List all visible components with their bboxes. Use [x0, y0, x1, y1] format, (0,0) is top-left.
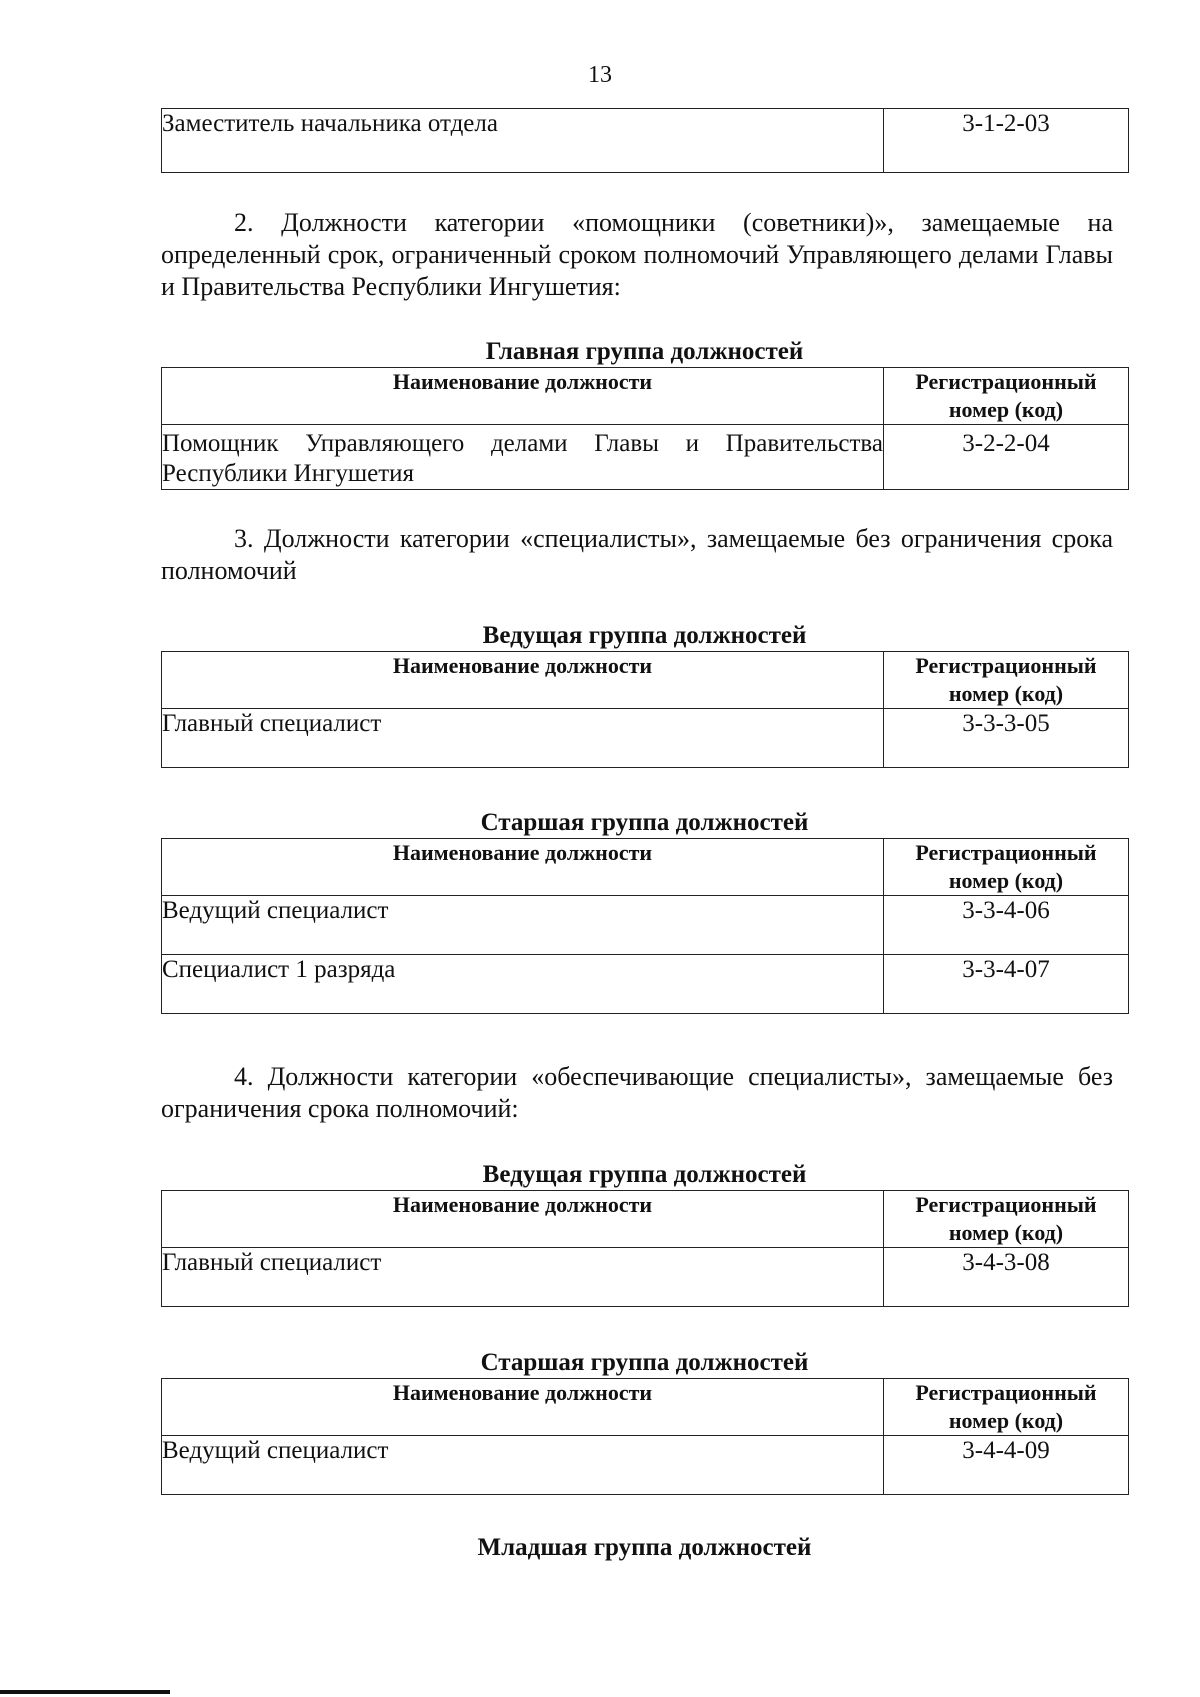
position-name: Главный специалист — [162, 1248, 884, 1307]
table-header-row — [162, 652, 1129, 709]
table-row — [162, 1436, 1129, 1495]
section-3-leading-table-block — [161, 651, 1128, 768]
position-name: Главный специалист — [162, 709, 884, 768]
position-code: 3-2-2-04 — [884, 425, 1129, 490]
table-header-row — [162, 1379, 1129, 1436]
group-title-junior: Младшая группа должностей — [477, 1534, 812, 1561]
column-header-name: Наименование должности — [162, 1191, 884, 1248]
section-4-paragraph: 4. Должности категории «обеспечивающие специалисты», замещаемые без ограничения срока полномочий: — [161, 1062, 1113, 1123]
table-header-row — [162, 368, 1129, 425]
section-2-table-block — [161, 367, 1128, 490]
section-3-senior-table — [161, 838, 1129, 1014]
position-code: 3-4-3-08 — [884, 1248, 1129, 1307]
table-header-row — [162, 839, 1129, 896]
column-header-name: Наименование должности — [162, 1379, 884, 1436]
group-title-senior: Старшая группа должностей — [480, 809, 809, 836]
group-title-leading: Ведущая группа должностей — [482, 622, 807, 649]
position-name: Помощник Управляющего делами Главы и Правительства Республики Ингушетия — [162, 425, 884, 490]
column-header-name: Наименование должности — [162, 368, 884, 425]
column-header-name: Наименование должности — [162, 839, 884, 896]
table-row — [162, 109, 1129, 173]
section-4-leading-table-block — [161, 1190, 1128, 1307]
table-row — [162, 709, 1129, 768]
table-row — [162, 896, 1129, 955]
section-4-senior-table-block — [161, 1378, 1128, 1495]
column-header-code: Регистрационный номер (код) — [884, 1379, 1129, 1436]
section-4-leading-table — [161, 1190, 1129, 1307]
column-header-code: Регистрационный номер (код) — [884, 368, 1129, 425]
page-edge-mark — [0, 1690, 170, 1694]
table-row — [162, 1248, 1129, 1307]
position-name: Заместитель начальника отдела — [162, 109, 884, 173]
position-name: Ведущий специалист — [162, 1436, 884, 1495]
column-header-code: Регистрационный номер (код) — [884, 839, 1129, 896]
section-2-paragraph: 2. Должности категории «помощники (советники)», замещаемые на определенный срок, ограниченный сроком полномочий Управляющего делами Главы и Правительства Республики Ингушетия: — [161, 208, 1113, 301]
column-header-code: Регистрационный номер (код) — [884, 652, 1129, 709]
section-3-paragraph: 3. Должности категории «специалисты», замещаемые без ограничения срока полномочий — [161, 524, 1113, 585]
page-number: 13 — [588, 62, 612, 88]
section-4-senior-table — [161, 1378, 1129, 1495]
position-code: 3-3-4-07 — [884, 955, 1129, 1014]
position-code: 3-4-4-09 — [884, 1436, 1129, 1495]
table-row — [162, 955, 1129, 1014]
section-2-table — [161, 367, 1129, 490]
group-title-leading: Ведущая группа должностей — [482, 1161, 807, 1188]
table-row — [162, 425, 1129, 490]
group-title-senior: Старшая группа должностей — [480, 1349, 809, 1376]
position-name: Специалист 1 разряда — [162, 955, 884, 1014]
continuation-table — [161, 108, 1129, 173]
table-header-row — [162, 1191, 1129, 1248]
section-3-senior-table-block — [161, 838, 1128, 1014]
position-code: 3-3-3-05 — [884, 709, 1129, 768]
position-code: 3-3-4-06 — [884, 896, 1129, 955]
position-code: 3-1-2-03 — [884, 109, 1129, 173]
continuation-table-block — [161, 108, 1128, 173]
group-title-main: Главная группа должностей — [485, 338, 804, 365]
column-header-name: Наименование должности — [162, 652, 884, 709]
section-3-leading-table — [161, 651, 1129, 768]
position-name: Ведущий специалист — [162, 896, 884, 955]
column-header-code: Регистрационный номер (код) — [884, 1191, 1129, 1248]
